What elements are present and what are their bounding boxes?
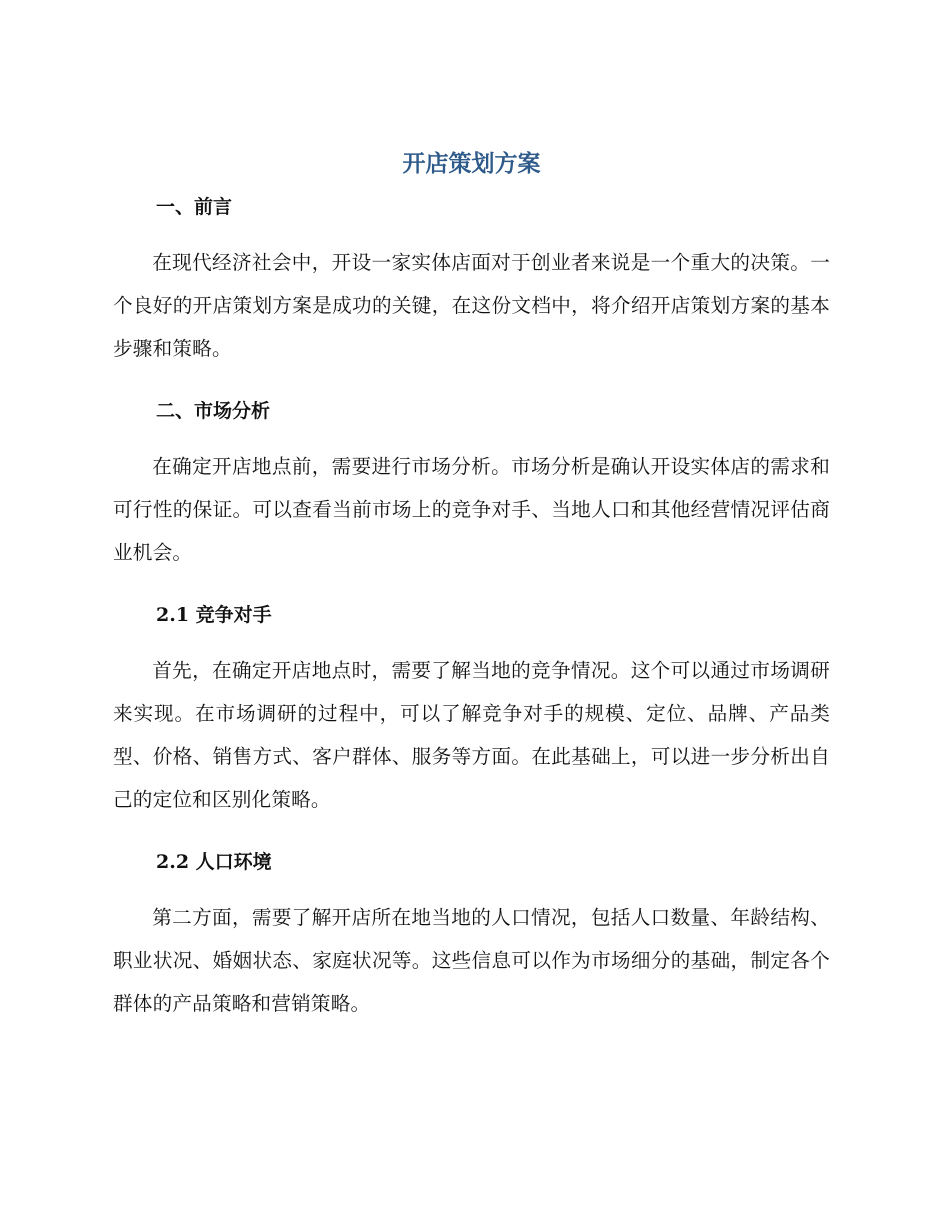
section-heading-competitors: 2.1 竞争对手 [156, 604, 272, 626]
section-heading-preface: 一、前言 [156, 196, 233, 218]
document-page [113, 148, 830, 1025]
paragraph-competitors: 首先，在确定开店地点时，需要了解当地的竞争情况。这个可以通过市场调研来实现。在市场调研的过程中，可以了解竞争对手的规模、定位、品牌、产品类型、价格、销售方式、客户群体、服务等方面。在此基础上，可以进一步分析出自己的定位和区别化策略。 [113, 659, 830, 811]
section-heading-population: 2.2 人口环境 [156, 851, 272, 873]
section-heading-market-analysis: 二、市场分析 [156, 400, 271, 422]
paragraph-preface: 在现代经济社会中，开设一家实体店面对于创业者来说是一个重大的决策。一个良好的开店策划方案是成功的关键，在这份文档中，将介绍开店策划方案的基本步骤和策略。 [113, 251, 830, 360]
paragraph-population: 第二方面，需要了解开店所在地当地的人口情况，包括人口数量、年龄结构、职业状况、婚姻状态、家庭状况等。这些信息可以作为市场细分的基础，制定各个群体的产品策略和营销策略。 [113, 906, 830, 1015]
paragraph-market-analysis: 在确定开店地点前，需要进行市场分析。市场分析是确认开设实体店的需求和可行性的保证。可以查看当前市场上的竞争对手、当地人口和其他经营情况评估商业机会。 [113, 455, 830, 564]
document-title: 开店策划方案 [402, 151, 541, 177]
